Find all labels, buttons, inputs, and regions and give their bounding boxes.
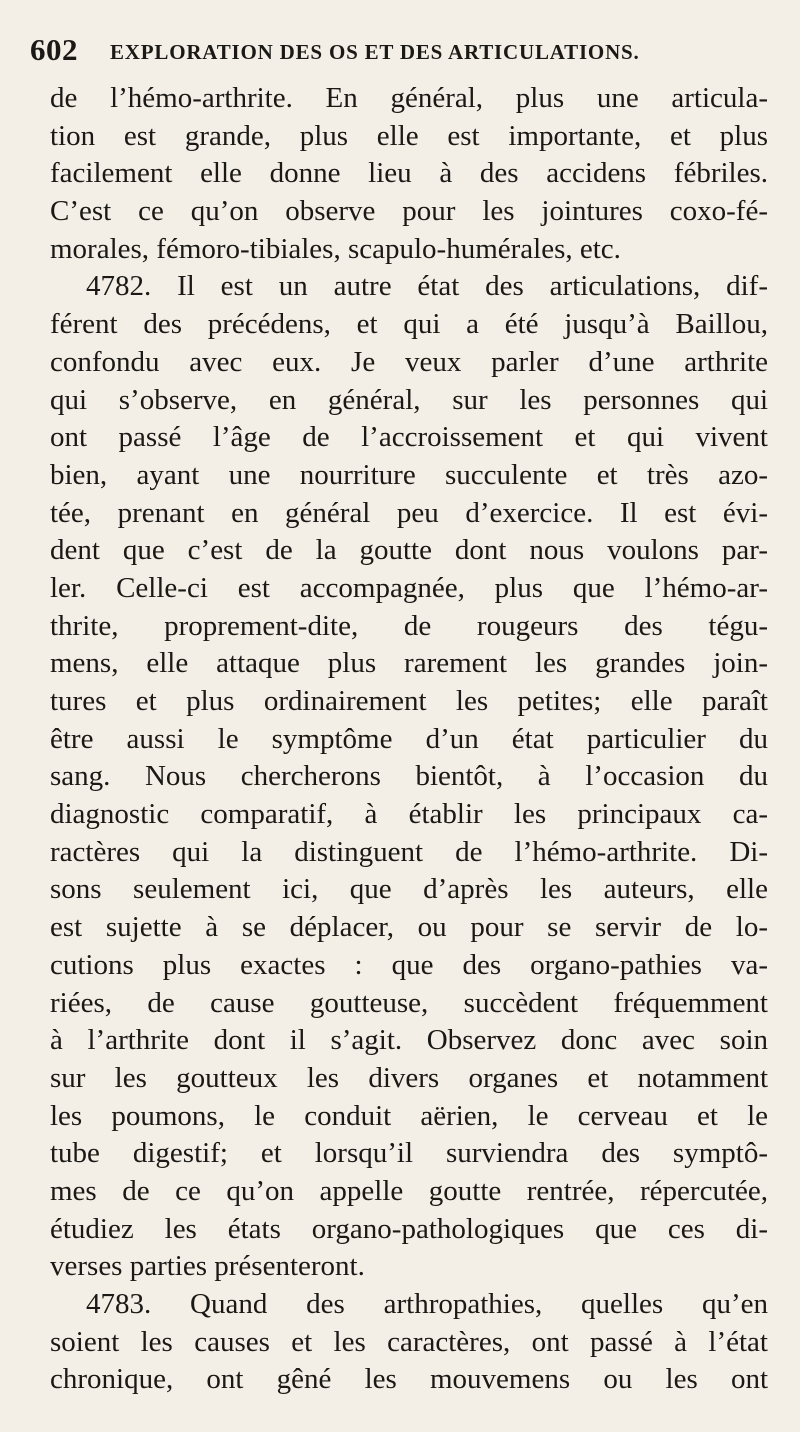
text-line: tures et plus ordinairement les petites; elle paraît — [50, 685, 768, 717]
text-line: sons seulement ici, que d’après les auteurs, elle — [50, 873, 768, 906]
text-line: sang. Nous chercherons bientôt, à l’occasion du — [50, 760, 768, 793]
text-line: ont passé l’âge de l’accroissement et qui vivent — [50, 421, 768, 454]
page-header — [30, 30, 770, 74]
text-line: cutions plus exactes : que des organo-pathies va- — [50, 948, 768, 981]
paragraph-4783-start: 4783. Quand des arthropathies, quelles qu’en — [86, 1288, 768, 1320]
text-line: est sujette à se déplacer, ou pour se servir de lo- — [50, 911, 768, 944]
text-line: tube digestif; et lorsqu’il surviendra des symptô- — [50, 1137, 768, 1170]
text-line: riées, de cause goutteuse, succèdent fréquemment — [50, 986, 768, 1019]
text-line: C’est ce qu’on observe pour les jointures coxo-fé- — [50, 195, 768, 228]
text-line: thrite, proprement-dite, de rougeurs des tégu- — [50, 609, 768, 642]
page-number: 602 — [30, 32, 78, 67]
text-line: chronique, ont gêné les mouvemens ou les ont — [50, 1363, 768, 1396]
text-line: ractères qui la distinguent de l’hémo-arthrite. Di- — [50, 835, 768, 868]
text-line: tée, prenant en général peu d’exercice. Il est évi- — [50, 496, 768, 529]
paragraph-4782-start: 4782. Il est un autre état des articulations, dif- — [86, 270, 768, 303]
text-line: mes de ce qu’on appelle goutte rentrée, répercutée, — [50, 1174, 768, 1207]
text-line: confondu avec eux. Je veux parler d’une arthrite — [50, 345, 768, 378]
text-line: être aussi le symptôme d’un état particulier du — [50, 722, 768, 755]
text-line: morales, fémoro-tibiales, scapulo-humérales, etc. — [50, 232, 621, 265]
text-line: à l’arthrite dont il s’agit. Observez donc avec soin — [50, 1024, 768, 1057]
text-line: les poumons, le conduit aërien, le cerveau et le — [50, 1099, 768, 1132]
text-line: férent des précédens, et qui a été jusqu’à Baillou, — [50, 308, 768, 341]
text-line: verses parties présenteront. — [50, 1250, 365, 1283]
text-line: ler. Celle-ci est accompagnée, plus que l’hémo-ar- — [50, 571, 768, 604]
text-line: bien, ayant une nourriture succulente et très azo- — [50, 458, 768, 491]
text-line: soient les causes et les caractères, ont passé à l’état — [50, 1325, 768, 1358]
running-title: EXPLORATION DES OS ET DES ARTICULATIONS. — [110, 40, 640, 64]
text-line: étudiez les états organo-pathologiques que ces di- — [50, 1212, 768, 1245]
text-line: diagnostic comparatif, à établir les principaux ca- — [50, 798, 768, 831]
text-line: de l’hémo-arthrite. En général, plus une articula- — [50, 82, 768, 114]
text-line: mens, elle attaque plus rarement les grandes join- — [50, 647, 768, 680]
body-text — [50, 80, 768, 1399]
text-line: dent que c’est de la goutte dont nous voulons par- — [50, 534, 768, 567]
text-line: tion est grande, plus elle est importante, et plus — [50, 119, 768, 152]
text-line: sur les goutteux les divers organes et notamment — [50, 1061, 768, 1094]
text-line: facilement elle donne lieu à des accidens fébriles. — [50, 157, 768, 190]
text-line: qui s’observe, en général, sur les personnes qui — [50, 383, 768, 416]
